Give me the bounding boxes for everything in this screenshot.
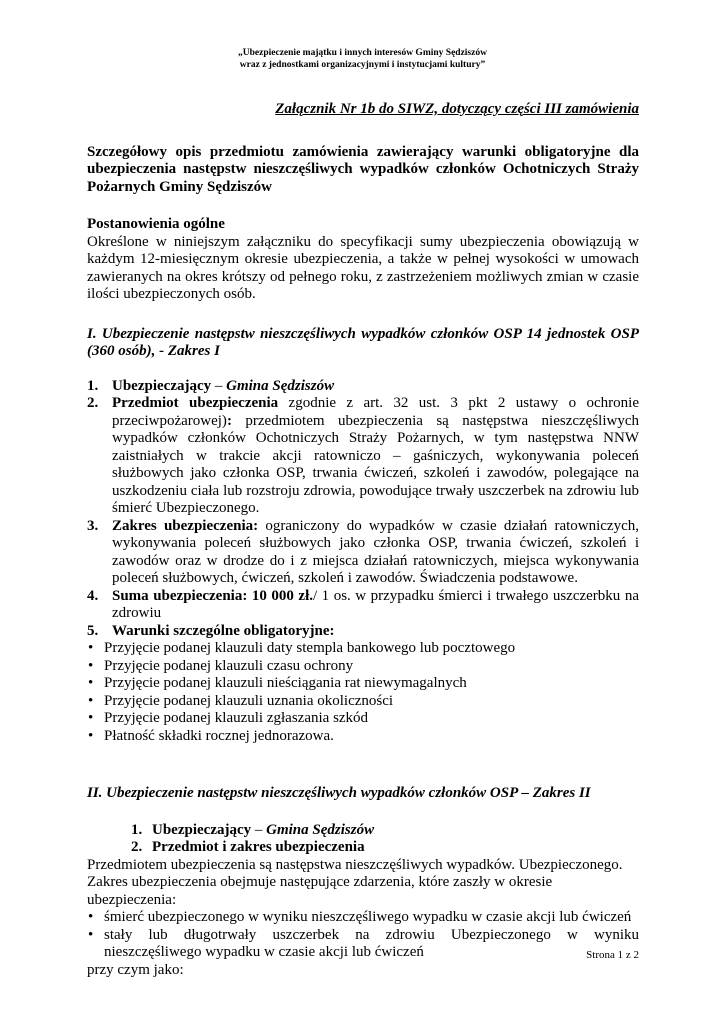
list-item: • Przyjęcie podanej klauzuli uznania okoliczności <box>88 692 394 709</box>
section-2-bullets <box>87 909 639 962</box>
bullet-icon: • <box>88 710 94 726</box>
list-item: • Płatność składki rocznej jednorazowa. <box>88 727 334 744</box>
list-item: • stały lub długotrwały uszczerbek na zdrowiu Ubezpieczonego w wyniku nieszczęśliwego wypadku w czasie akcji lub ćwiczeń <box>88 926 639 960</box>
section-2-para-3: przy czym jako: <box>87 961 184 978</box>
section-1-conditions <box>87 640 639 745</box>
main-title: Szczegółowy opis przedmiotu zamówienia zawierający warunki obligatoryjne dla ubezpieczenia następstw nieszczęśliwych wypadków członków Ochotniczych Straży Pożarnych Gminy Sędziszów <box>87 143 639 195</box>
list-item: • Przyjęcie podanej klauzuli czasu ochrony <box>88 657 354 674</box>
section-1-item-1: 1. Ubezpieczający – Gmina Sędziszów <box>87 377 335 394</box>
bullet-icon: • <box>88 675 94 691</box>
section-2-title: II. Ubezpieczenie następstw nieszczęśliwych wypadków członków OSP – Zakres II <box>87 785 591 801</box>
page-number: Strona 1 z 2 <box>586 949 639 961</box>
bullet-icon: • <box>88 727 94 744</box>
bullet-icon: • <box>88 692 94 709</box>
section-2-item-1: 1. Ubezpieczający – Gmina Sędziszów <box>131 821 375 838</box>
list-item: • Przyjęcie podanej klauzuli daty stempla bankowego lub pocztowego <box>88 640 516 656</box>
list-item: • Przyjęcie podanej klauzuli nieściągania rat niewymagalnych <box>88 675 467 691</box>
section-2-para-1: Przedmiotem ubezpieczenia są następstwa nieszczęśliwych wypadków. Ubezpieczonego. <box>87 856 623 873</box>
header-line-2: wraz z jednostkami organizacyjnymi i instytucjami kultury” <box>239 60 486 70</box>
section-1-list <box>87 378 639 641</box>
document-header <box>0 47 725 71</box>
general-heading: Postanowienia ogólne <box>87 216 225 232</box>
section-2-list <box>87 822 639 857</box>
section-1-item-3: 3. Zakres ubezpieczenia: ograniczony do wypadków w czasie działań ratowniczych, wykonywania poleceń służbowych jako członka OSP, trwania ćwiczeń, szkoleń i zawodów oraz w drodze do i z miejsca działań ratowniczych, miejsca wykonywania poleceń służbowych, ćwiczeń, szkoleń i zawodów. Świadczenia podstawowe. <box>87 517 640 586</box>
list-item: • śmierć ubezpieczonego w wyniku nieszczęśliwego wypadku w czasie akcji lub ćwiczeń <box>88 909 632 925</box>
list-item: • Przyjęcie podanej klauzuli zgłaszania szkód <box>88 710 369 726</box>
general-text: Określone w niniejszym załączniku do specyfikacji sumy ubezpieczenia obowiązują w każdym 12-miesięcznym okresie ubezpieczenia, a także w pełnej wysokości w umowach zawieranych na okres krótszy od pełnego roku, z zastrzeżeniem możliwych zmian w czasie ilości ubezpieczonych osób. <box>87 233 639 302</box>
bullet-icon: • <box>88 909 94 925</box>
section-1-title: I. Ubezpieczenie następstw nieszczęśliwych wypadków członków OSP 14 jednostek OSP (360 osób), - Zakres I <box>87 325 639 359</box>
document-body <box>87 101 639 979</box>
attachment-title: Załącznik Nr 1b do SIWZ, dotyczący części III zamówienia <box>275 101 639 117</box>
section-1-item-2: 2. Przedmiot ubezpieczenia zgodnie z art. 32 ust. 3 pkt 2 ustawy o ochronie przeciwpożarowej): przedmiotem ubezpieczenia są następstwa nieszczęśliwych wypadków członków Ochotniczych Straży Pożarnych, w tym następstwa NNW zaistniałych w trakcie akcji ratowniczo – gaśniczych, wykonywania poleceń służbowych jako członka OSP, trwania ćwiczeń, szkoleń i zawodów, polegające na uszkodzeniu ciała lub rozstroju zdrowia, powodujące trwały uszczerbek na zdrowiu lub śmierć Ubezpieczonego. <box>87 395 639 516</box>
section-2-para-2: Zakres ubezpieczenia obejmuje następujące zdarzenia, które zaszły w okresie ubezpieczenia: <box>87 874 553 908</box>
bullet-icon: • <box>88 640 94 656</box>
header-line-1: „Ubezpieczenie majątku i innych interesów Gminy Sędziszów <box>238 48 487 58</box>
bullet-icon: • <box>88 926 94 943</box>
section-1-item-4: 4. Suma ubezpieczenia: 10 000 zł./ 1 os. w przypadku śmierci i trwałego uszczerbku na zdrowiu <box>87 587 639 621</box>
section-2-item-2: 2. Przedmiot i zakres ubezpieczenia <box>131 839 365 855</box>
bullet-icon: • <box>88 657 94 674</box>
section-1-item-5: 5. Warunki szczególne obligatoryjne: <box>87 622 335 639</box>
